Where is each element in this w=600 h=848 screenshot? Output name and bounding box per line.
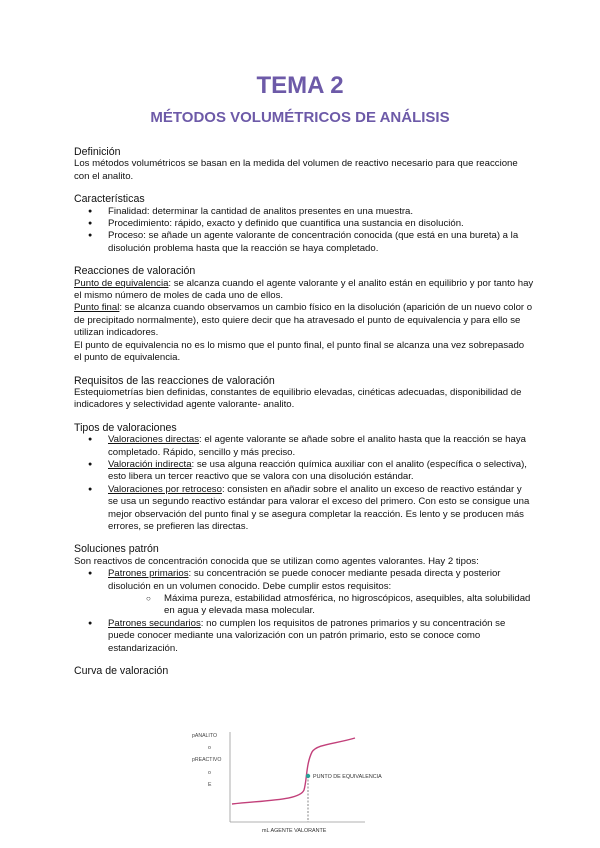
section-heading: Tipos de valoraciones [74, 421, 177, 434]
sub-list-item: ○ Máxima pureza, estabilidad atmosférica, no higroscópicos, asequibles, alta solubilidad en agua y elevada masa molecular. [108, 593, 534, 618]
y-axis-label: o [208, 770, 211, 776]
section-curva [74, 665, 534, 677]
list-item [74, 459, 534, 484]
paragraph: Estequiometrías bien definidas, constantes de equilibrio elevadas, cinéticas adecuadas, disponibilidad de indicadores y selectividad agente valorante- analito. [74, 386, 522, 411]
sub-list [108, 593, 534, 618]
section-heading: Características [74, 193, 145, 206]
section-definicion [74, 146, 534, 183]
term-underlined: Valoraciones directas [108, 434, 200, 446]
paragraph [74, 278, 534, 303]
section-heading: Curva de valoración [74, 665, 169, 678]
section-tipos [74, 422, 534, 534]
term-definition: : consisten en añadir sobre el analito un exceso de reactivo estándar y se usa un segundo reactivo estándar para valorar el exceso del primero. Con esto se consigue una mejor observación del punto final y se asegura completar la reacción. Es lento y se producen más errores, se prefieren las directas. [108, 483, 530, 532]
titration-curve-line [232, 738, 355, 804]
term-underlined: Valoración indirecta [108, 458, 192, 470]
paragraph: El punto de equivalencia no es lo mismo que el punto final, el punto final se alcanza una vez sobrepasado el punto de equivalencia. [74, 339, 525, 364]
list-item: ● Proceso: se añade un agente valorante de concentración conocida (que está en una bureta) a la disolución problema hasta que la reacción se haya completado. [74, 230, 534, 255]
section-heading: Requisitos de las reacciones de valoración [74, 374, 275, 387]
term-definition: : el agente valorante se añade sobre el analito hasta que la reacción se haya completado. Rápido, sencillo y más preciso. [108, 434, 526, 458]
page-subtitle: MÉTODOS VOLUMÉTRICOS DE ANÁLISIS [150, 109, 450, 126]
term-underlined: Patrones primarios [108, 568, 189, 580]
y-axis-label: o [208, 745, 211, 751]
page-title: TEMA 2 [256, 72, 344, 99]
list-item [74, 484, 534, 534]
term-definition: : su concentración se puede conocer mediante pesada directa y posterior disolución en un volumen conocido. Debe cumplir estos requisitos: [108, 568, 501, 592]
list-item [74, 568, 534, 618]
section-heading: Definición [74, 146, 121, 158]
list-item [74, 618, 534, 655]
section-reacciones [74, 265, 534, 364]
term-underlined: Valoraciones por retroceso [108, 483, 222, 495]
bullet-list [74, 568, 534, 655]
section-soluciones [74, 543, 534, 655]
equivalence-point-label: PUNTO DE EQUIVALENCIA [313, 774, 382, 780]
term-underlined: Punto de equivalencia [74, 277, 169, 289]
term-underlined: Punto final [74, 302, 120, 314]
titration-curve-figure [190, 728, 382, 838]
section-heading: Soluciones patrón [74, 543, 159, 556]
section-heading: Reacciones de valoración [74, 265, 196, 278]
list-item [74, 434, 534, 459]
paragraph: Los métodos volumétricos se basan en la medida del volumen de reactivo necesario para que reaccione con el analito. [74, 158, 518, 182]
y-axis-label: pANALITO [192, 733, 217, 739]
term-definition: : se alcanza cuando observamos un cambio físico en la disolución (aparición de un nuevo color o de precipitado normalmente), esto quiere decir que ha atravesado el punto de equivalencia y para ello se utilizan indicadores. [74, 302, 533, 339]
y-axis-label: E [208, 782, 212, 788]
equivalence-point-marker [306, 774, 310, 778]
section-requisitos [74, 375, 534, 412]
term-definition: : no cumplen los requisitos de patrones primarios y su concentración se puede conocer mediante una valorización con un patrón primario, esto se conoce como estandarización. [108, 617, 506, 654]
document-body [74, 146, 534, 687]
term-definition: : se usa alguna reacción química auxiliar con el analito (específica o selectiva), esto libera un tercer reactivo que se valora con una disolución estándar. [108, 458, 527, 483]
y-axis-label: pREACTIVO [192, 757, 222, 763]
list-item: ● Procedimiento: rápido, exacto y definido que cuantifica una sustancia en disolución. [74, 218, 534, 230]
term-underlined: Patrones secundarios [108, 617, 201, 629]
x-axis-label: mL AGENTE VALORANTE [262, 828, 327, 834]
paragraph [74, 302, 534, 339]
list-item: ● Finalidad: determinar la cantidad de analitos presentes en una muestra. [74, 206, 534, 218]
term-definition: : se alcanza cuando el agente valorante y el analito están en equilibrio y por tanto hay el mismo número de moles de cada uno de ellos. [74, 277, 534, 302]
paragraph: Son reactivos de concentración conocida que se utilizan como agentes valorantes. Hay 2 tipos: [74, 555, 479, 567]
section-caracteristicas [74, 193, 534, 255]
bullet-list [74, 434, 534, 533]
bullet-list [74, 206, 534, 256]
